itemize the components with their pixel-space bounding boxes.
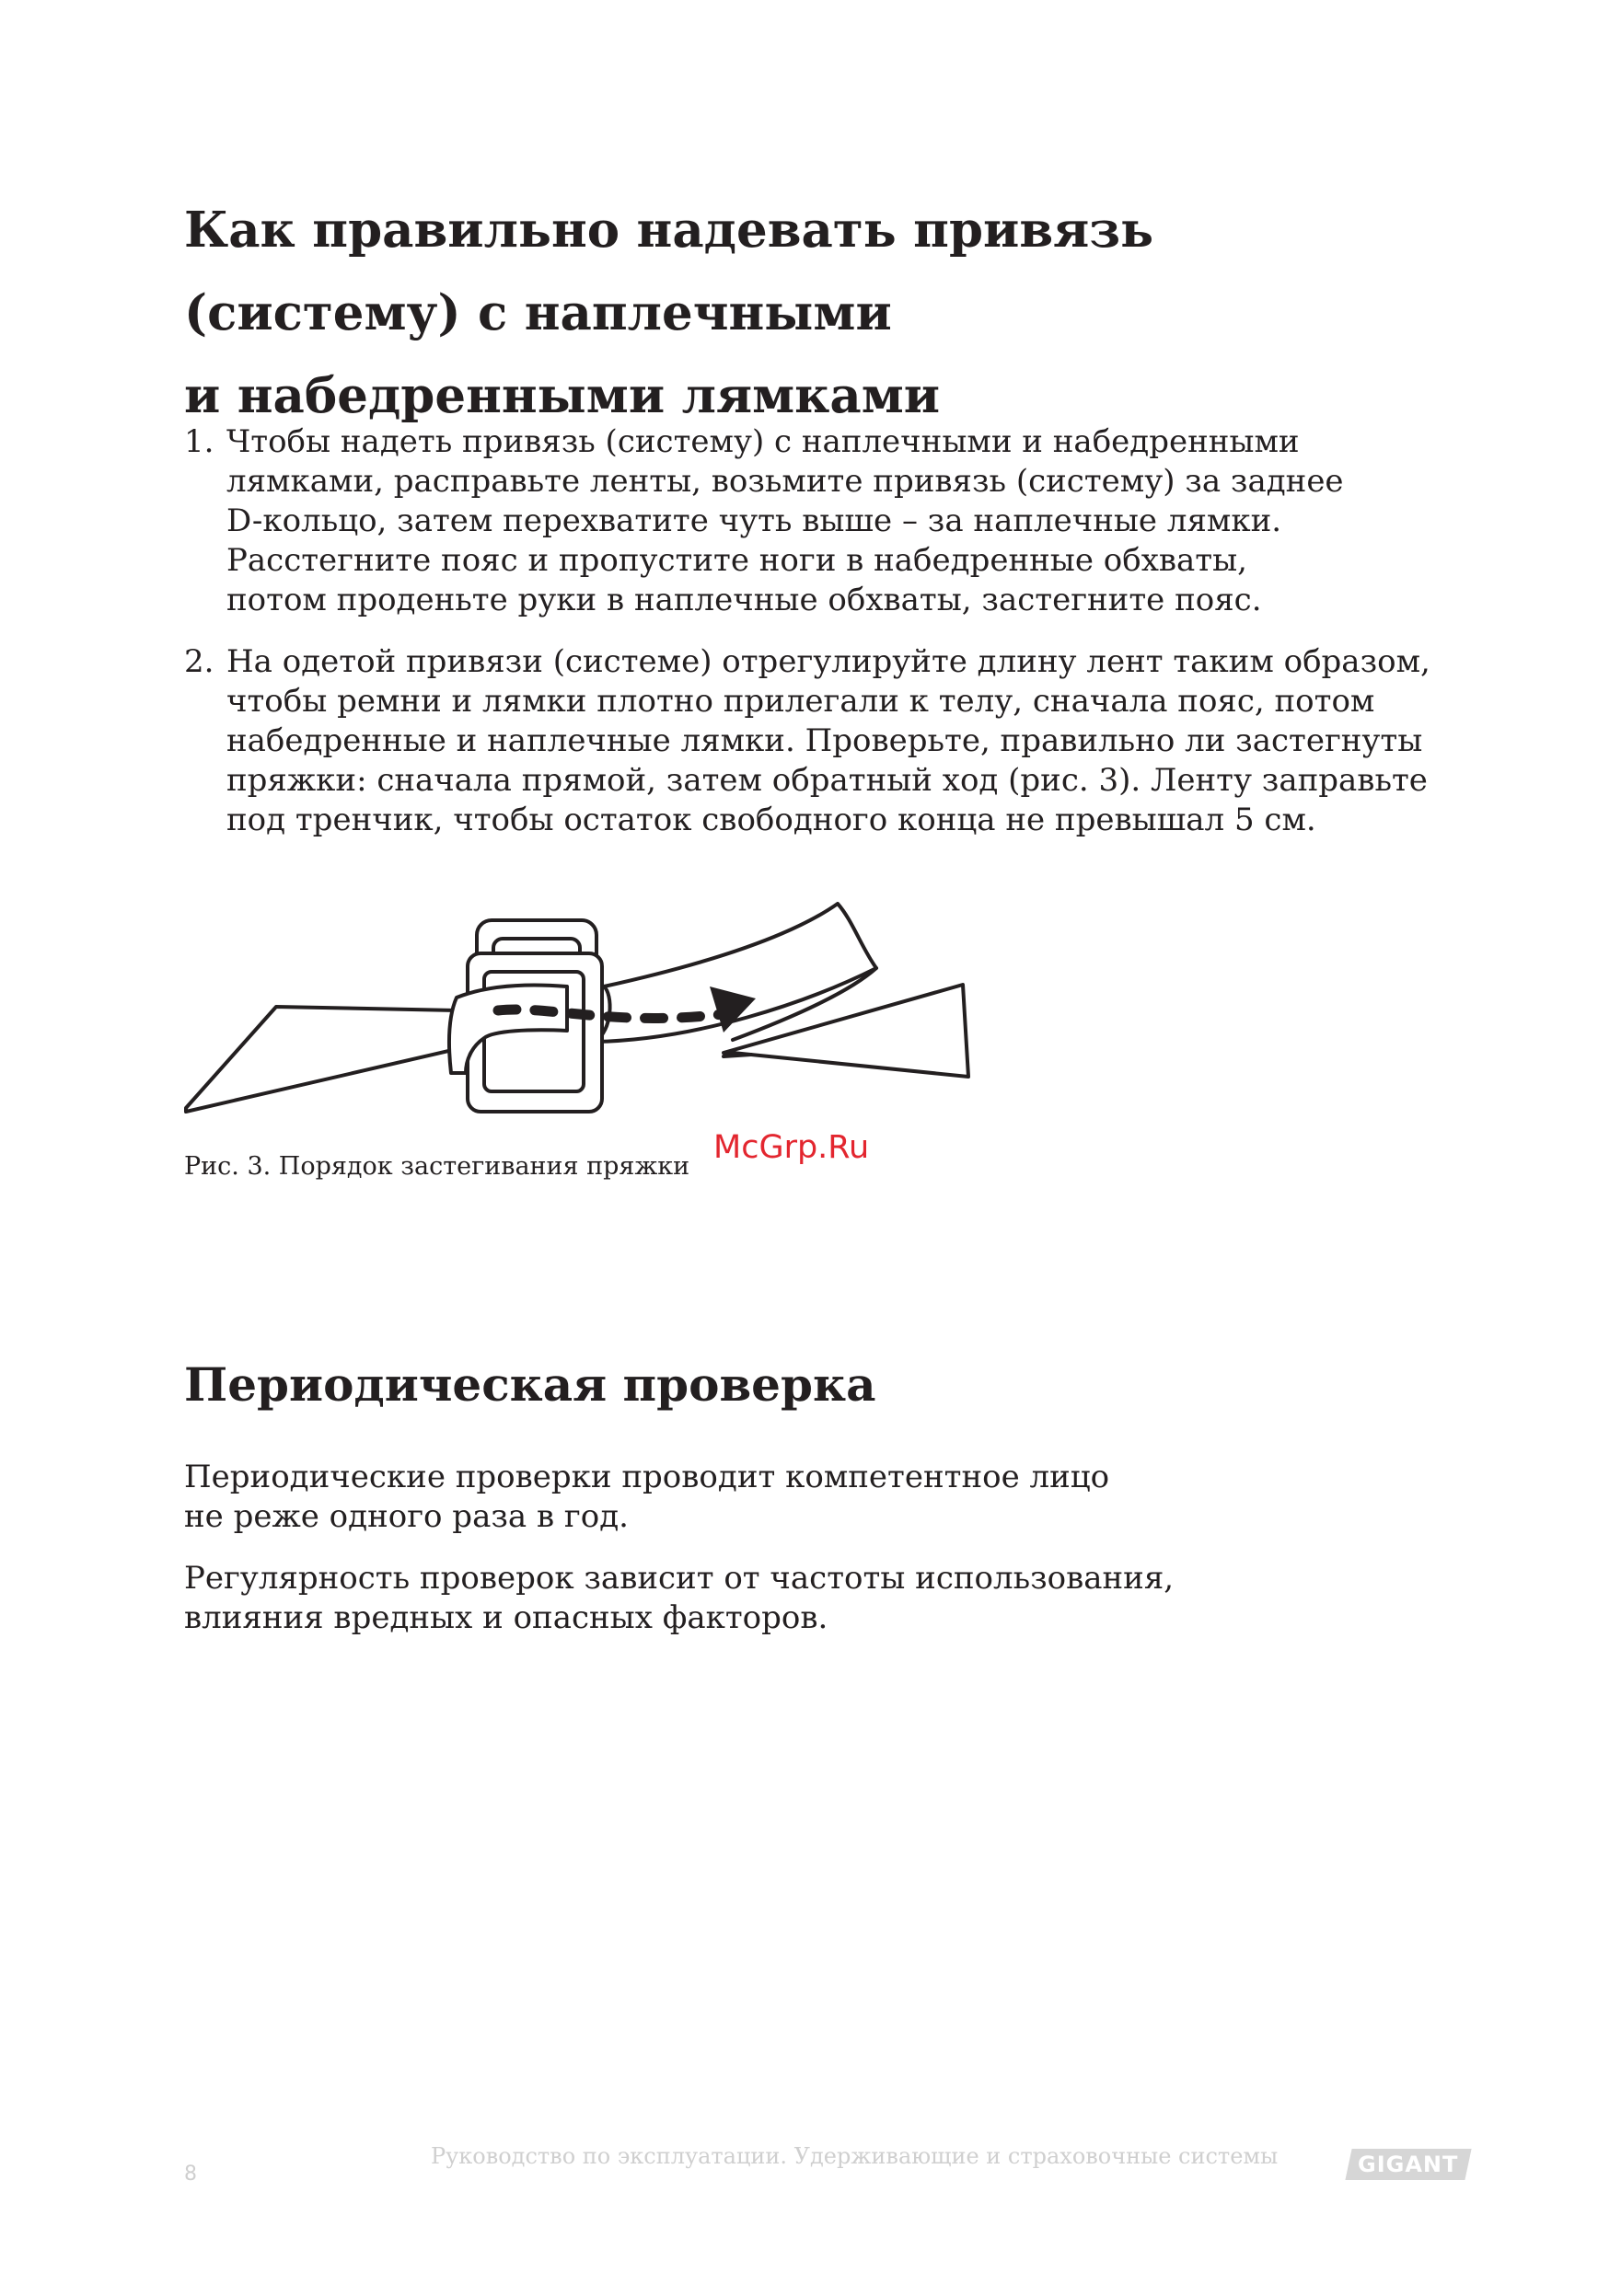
step-text-line: Чтобы надеть привязь (систему) с наплечными и набедренными xyxy=(226,423,1300,460)
section-title-periodic-check: Периодическая проверка xyxy=(184,1357,876,1412)
title-line: Как правильно надевать привязь xyxy=(184,202,1154,259)
brand-logo xyxy=(1345,2149,1471,2180)
instruction-steps xyxy=(184,422,1473,840)
title-line: (систему) с наплечными xyxy=(184,284,892,341)
watermark-text: McGrp.Ru xyxy=(713,1129,870,1166)
paragraph-line: не реже одного раза в год. xyxy=(184,1498,629,1535)
step-text-line: набедренные и наплечные лямки. Проверьте, правильно ли застегнуты xyxy=(226,722,1423,759)
step-number: 1. xyxy=(184,423,214,460)
step-text-line: под тренчик, чтобы остаток свободного конца не превышал 5 см. xyxy=(226,802,1316,838)
step-text-line: пряжки: сначала прямой, затем обратный ход (рис. 3). Ленту заправьте xyxy=(226,762,1428,799)
step-text-line: чтобы ремни и лямки плотно прилегали к телу, сначала пояс, потом xyxy=(226,683,1375,720)
paragraph-inspection-regularity xyxy=(184,1559,1381,1638)
step-text-line: лямками, расправьте ленты, возьмите привязь (систему) за заднее xyxy=(226,463,1344,500)
step-number: 2. xyxy=(184,643,214,680)
brand-logo-text: GIGANT xyxy=(1358,2152,1459,2177)
step-text-line: D-кольцо, затем перехватите чуть выше – за наплечные лямки. xyxy=(226,502,1282,539)
paragraph-inspection-frequency xyxy=(184,1458,1381,1537)
footer-document-title: Руководство по эксплуатации. Удерживающие и страховочные системы xyxy=(431,2143,1279,2169)
instruction-step-2 xyxy=(184,642,1473,840)
paragraph-line: Регулярность проверок зависит от частоты использования, xyxy=(184,1560,1175,1597)
instruction-step-1 xyxy=(184,422,1473,620)
step-text-line: Расстегните пояс и пропустите ноги в набедренные обхваты, xyxy=(226,542,1247,579)
figure-caption: Рис. 3. Порядок застегивания пряжки xyxy=(184,1152,690,1181)
paragraph-line: Периодические проверки проводит компетентное лицо xyxy=(184,1459,1110,1495)
section-title-harness-donning xyxy=(184,189,1381,437)
step-text-line: потом проденьте руки в наплечные обхваты, застегните пояс. xyxy=(226,582,1262,618)
step-text-line: На одетой привязи (системе) отрегулируйте длину лент таким образом, xyxy=(226,643,1430,680)
title-line: и набедренными лямками xyxy=(184,367,941,424)
page-number: 8 xyxy=(184,2163,197,2186)
buckle-illustration xyxy=(180,902,990,1123)
paragraph-line: влияния вредных и опасных факторов. xyxy=(184,1599,828,1636)
